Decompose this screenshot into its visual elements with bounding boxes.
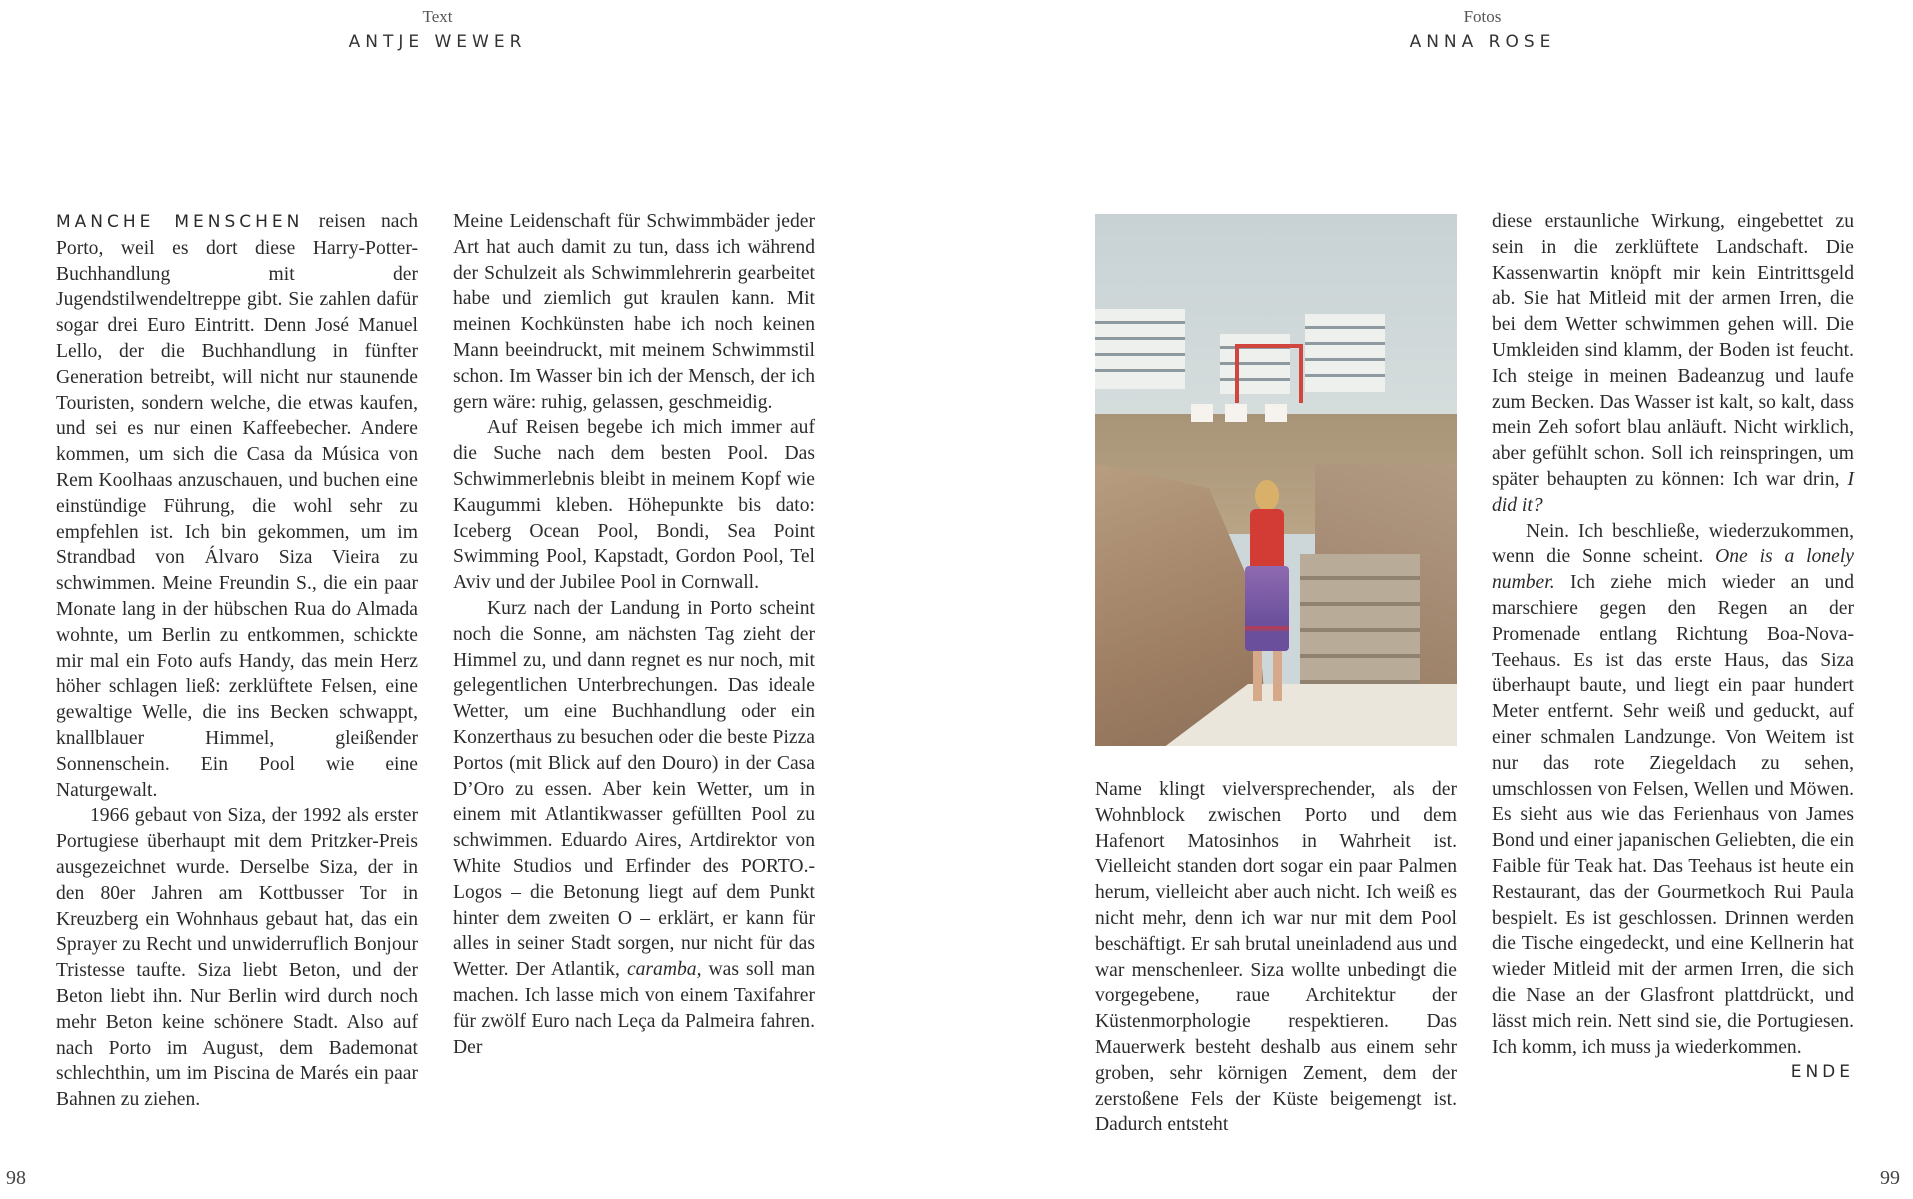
paragraph: Meine Leidenschaft für Schwimmbäder jeder Art hat auch damit zu tun, dass ich während der Schulzeit als Schwimmlehrerin gearbeitet habe und ziemlich gut kraulen kann. Mit meinen Kochkünsten habe ich noch keinen Mann beeindruckt, mit meinem Schwimmstil schon. Im Wasser bin ich der Mensch, der ich gern wäre: ruhig, gelassen, geschmeidig.	[453, 211, 815, 413]
page-number-right: 99	[1880, 1167, 1900, 1189]
credit-text	[345, 6, 530, 56]
page-number-left: 98	[6, 1167, 26, 1189]
paragraph-text: was soll man machen. Ich lasse mich von einem Taxifahrer für zwölf Euro nach Leça da Palmeira fahren. Der	[453, 959, 815, 1058]
photo-steps	[1300, 554, 1420, 694]
italic-text: One is a lonely number.	[1492, 546, 1854, 594]
pool-photo	[1095, 214, 1457, 746]
paragraph: 1966 gebaut von Siza, der 1992 als erster Portugiese überhaupt mit dem Pritzker-Preis ausgezeichnet wurde. Derselbe Siza, der in den 80er Jahren am Kottbusser Tor in Kreuzberg ein Wohnhaus gebaut hat, das ein Sprayer zu Recht und unwiderruflich Bonjour Tristesse taufte. Siza liebt Beton, und der Beton liebt ihn. Nur Berlin wird durch noch mehr Beton keine schönere Stadt. Also auf nach Porto im August, dem Bademonat schlechthin, um im Piscina de Marés ein paar Bahnen zu ziehen.	[56, 805, 418, 1111]
italic-text: I did it?	[1492, 468, 1854, 516]
credit-photographer-name: ANNA ROSE	[1409, 32, 1556, 52]
credit-role-text: Text	[422, 7, 453, 26]
paragraph-text: Nein. Ich beschließe, wiederzukommen, wenn die Sonne scheint.	[1492, 520, 1854, 568]
photo-person-leg	[1273, 651, 1282, 701]
paragraph-text: reisen nach Porto, weil es dort diese Harry-Potter-Buchhandlung mit der Jugendstilwendeltreppe gibt. Sie zahlen dafür sogar drei Euro Eintritt. Denn José Manuel Lello, der die Buchhandlung in fünfter Generation betreibt, will nicht nur staunende Touristen, sondern welche, die etwas kaufen, und sei es nur einen Kaffeebecher. Andere kommen, um sich die Casa da Música von Rem Koolhaas anzuschauen, und buchen eine einstündige Führung, die wohl sehr zu empfehlen ist. Ich bin gekommen, um im Strandbad von Álvaro Siza Vieira zu schwimmen. Meine Freundin S., die ein paar Monate lang in der hübschen Rua do Almada wohnte, um Berlin zu entkommen, schickte mir mal ein Foto aufs Handy, das mein Herz höher schlagen ließ: zerklüftete Felsen, eine gewaltige Welle, die ins Becken schwappt, knallblauer Himmel, gleißender Sonnenschein. Ein Pool wie eine Naturgewalt.	[56, 211, 418, 801]
lead-in: MANCHE MENSCHEN	[56, 212, 304, 232]
paragraph-text: Ich ziehe mich wieder an und marschiere gegen den Regen an der Promenade entlang Richtung Boa-Nova-Teehaus. Es ist das erste Haus, das Siza überhaupt baute, und liegt ein paar hundert Meter entfernt. Sehr weiß und geduckt, auf einer schmalen Landzunge. Von Weitem ist nur das rote Ziegeldach zu sehen, umschlossen von Felsen, Wellen und Möwen. Es sieht aus wie das Ferienhaus von James Bond und einer japanischen Geliebten, die ein Faible für Teak hat. Das Teehaus ist heute ein Restaurant, das der Gourmetkoch Rui Paula bespielt. Es ist geschlossen. Drinnen werden die Tische eingedeckt, und eine Kellnerin hat wieder Mitleid mit der armen Irren, die sich die Nase an der Glasfront plattdrückt, und lässt mich rein. Nett sind sie, die Portugiesen. Ich komm, ich muss ja wiederkommen.	[1492, 572, 1854, 1058]
paragraph	[1492, 519, 1854, 1083]
photo-building-right	[1305, 314, 1385, 392]
photo-person-leg	[1253, 651, 1262, 701]
photo-building-left	[1095, 309, 1185, 389]
paragraph	[453, 596, 815, 1060]
photo-chair	[1265, 404, 1287, 422]
end-mark: ENDE	[1790, 1062, 1854, 1083]
text-column-1	[56, 209, 418, 1113]
credit-author-name: ANTJE WEWER	[348, 32, 527, 52]
photo-red-frame	[1235, 344, 1303, 403]
credit-role-photos: Fotos	[1463, 7, 1502, 26]
text-column-3	[1095, 777, 1457, 1138]
photo-chair	[1225, 404, 1247, 422]
paragraph	[56, 209, 418, 803]
text-column-2	[453, 209, 815, 1060]
paragraph-text: diese erstaunliche Wirkung, eingebettet zu sein in die zerklüftete Landschaft. Die Kassenwartin knöpft mir kein Eintrittsgeld ab. Sie hat Mitleid mit der armen Irren, die bei dem Wetter schwimmen gehen will. Die Umkleiden sind klamm, der Boden ist feucht. Ich steige in meinen Badeanzug und laufe zum Becken. Das Wasser ist kalt, so kalt, dass mein Zeh sofort blau anläuft. Nicht wirklich, aber gefühlt schon. Soll ich reinspringen, um später behaupten zu können: Ich war drin,	[1492, 211, 1854, 490]
photo-chair	[1191, 404, 1213, 422]
text-column-4	[1492, 209, 1854, 1086]
paragraph: Auf Reisen begebe ich mich immer auf die Suche nach dem besten Pool. Das Schwimmerlebnis bleibt in meinem Kopf wie Kaugummi kleben. Höhepunkte bis dato: Iceberg Ocean Pool, Bondi, Sea Point Swimming Pool, Kapstadt, Gordon Pool, Tel Aviv und der Jubilee Pool in Cornwall.	[453, 417, 815, 594]
paragraph: Name klingt vielversprechender, als der Wohnblock zwischen Porto und dem Hafenort Matosinhos in Wahrheit ist. Vielleicht standen dort sogar ein paar Palmen herum, vielleicht aber auch nicht. Ich weiß es nicht mehr, denn ich war nur mit dem Pool beschäftigt. Er sah brutal uneinladend aus und war menschenleer. Siza wollte unbedingt die vorgegebene, raue Architektur der Küstenmorphologie respektieren. Das Mauerwerk besteht deshalb aus einem sehr groben, sehr körnigen Zement, dem der zerstoßene Fels der Küste beigemengt ist. Dadurch entsteht	[1095, 779, 1457, 1136]
paragraph-text: Kurz nach der Landung in Porto scheint noch die Sonne, am nächsten Tag zieht der Himmel zu, und dann regnet es nur noch, mit gelegentlichen Unterbrechungen. Das ideale Wetter, um eine Buchhandlung oder ein Konzerthaus zu besuchen oder die beste Pizza Portos (mit Blick auf den Douro) in der Casa D’Oro zu essen. Aber kein Wetter, um in einem mit Atlantikwasser gefüllten Pool zu schwimmen. Eduardo Aires, Artdirektor von White Studios und Erfinder des PORTO.-Logos – die Betonung liegt auf dem Punkt hinter dem zweiten O – erklärt, er kann für alles in seiner Stadt sorgen, nur nicht für das Wetter. Der Atlantik,	[453, 597, 815, 981]
photo-person-top	[1250, 509, 1284, 569]
photo-person-head	[1255, 480, 1279, 510]
credit-photos	[1395, 6, 1570, 56]
photo-person-sarong	[1245, 566, 1289, 651]
paragraph	[1492, 209, 1854, 519]
italic-text: caramba,	[626, 959, 702, 981]
